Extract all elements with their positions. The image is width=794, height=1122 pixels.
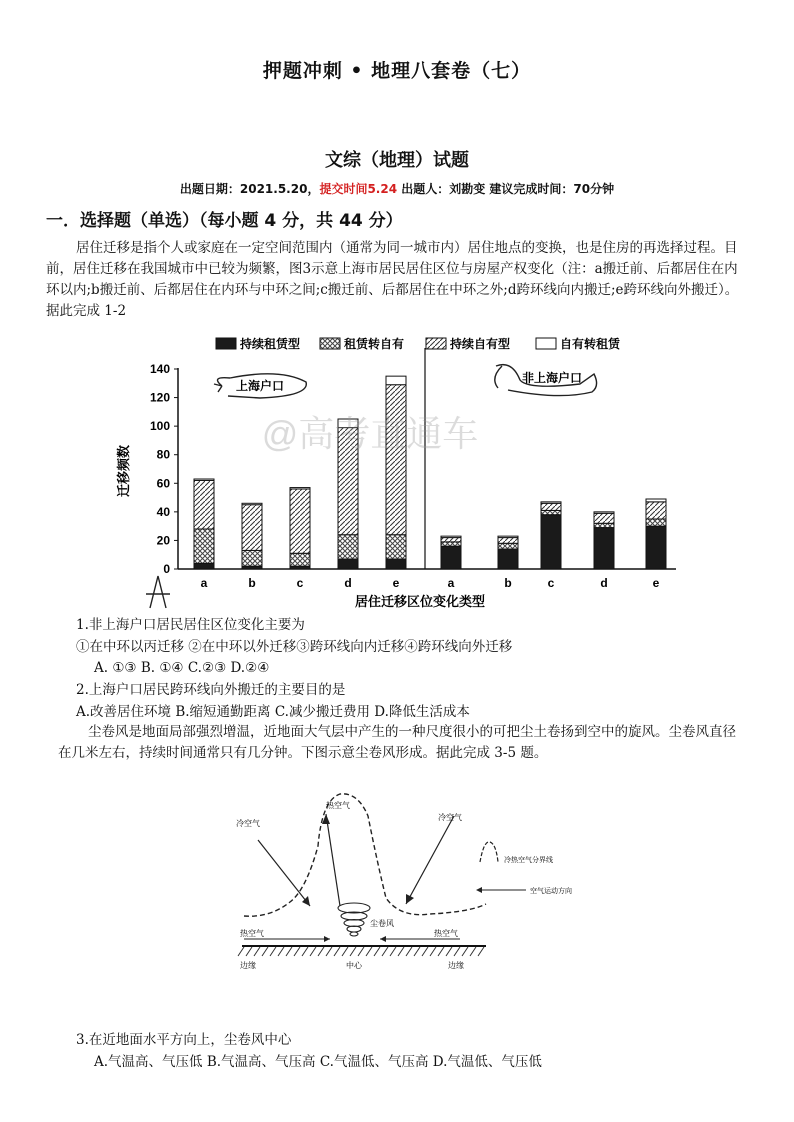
x-tick-label: e (652, 576, 660, 590)
x-tick-label: a (447, 576, 455, 590)
bar-segment (646, 519, 666, 526)
x-tick-label: d (344, 576, 352, 590)
meta-date: 出题日期：2021.5.20， (179, 182, 320, 196)
legend-label: 租赁转自有 (344, 337, 405, 351)
x-tick-label: e (392, 576, 400, 590)
x-tick-label: d (600, 576, 608, 590)
y-tick-label: 140 (149, 362, 170, 376)
bar-segment (290, 489, 310, 553)
y-tick-label: 100 (149, 419, 170, 434)
question-3-stem: 3.在近地面水平方向上，尘卷风中心 (76, 1032, 292, 1048)
label-hot-left: 热空气 (240, 929, 264, 938)
legend-direction-label: 空气运动方向 (530, 888, 572, 895)
passage-dust-devil: 尘卷风是地面局部强烈增温，近地面大气层中产生的一种尺度很小的可把尘土卷扬到空中的旋风。尘卷风直径在几米左右，持续时间通常只有几分钟。下图示意尘卷风形成。据此完成 3-5 题。 (58, 724, 736, 761)
bar-segment (541, 503, 561, 510)
bar-segment (290, 553, 310, 566)
x-ticks (201, 576, 660, 590)
bar-segment (498, 543, 518, 549)
legend-swatch (216, 338, 236, 349)
legend-label: 持续租赁型 (240, 337, 301, 351)
bar-segment (386, 559, 406, 569)
y-tick-label: 80 (156, 447, 170, 462)
bar-segment (498, 549, 518, 569)
question-2-stem: 2.上海户口居民跨环线向外搬迁的主要目的是 (76, 682, 346, 698)
x-tick-label: c (547, 576, 555, 590)
bar-segment (498, 538, 518, 544)
label-edge-right: 边缘 (448, 961, 464, 970)
label-edge-left: 边缘 (240, 961, 256, 970)
bar-segment (594, 523, 614, 527)
x-tick-label: b (248, 576, 256, 590)
bar-segment (594, 513, 614, 523)
bar-segment (194, 529, 214, 563)
arrow-hot-up (326, 814, 340, 906)
x-axis-label: 居住迁移区位变化类型 (354, 594, 486, 609)
label-cold-left: 冷空气 (236, 819, 260, 828)
exam-title: 文综（地理）试题 (325, 150, 469, 171)
y-tick-label: 0 (163, 562, 170, 576)
passage-migration: 居住迁移是指个人或家庭在一定空间范围内（通常为同一城市内）居住地点的变换，也是住房的再选择过程。目前，居住迁移在我国城市中已较为频繁，图3示意上海市居民居住区位与房屋产权变化（注：a搬迁前、后都居住在内环以内;b搬迁前、后都居住在内环与中环之间;c搬迁前、后都居住在中环之外;d跨环线向内搬迁;e跨环线向外搬迁）。据此完成 1-2 (46, 240, 739, 319)
bar-segment (594, 528, 614, 569)
bar-segment (441, 546, 461, 569)
exam-meta (0, 180, 794, 197)
legend-label: 自有转租赁 (560, 337, 621, 351)
bar-segment (338, 559, 358, 569)
meta-submit-time: 提交时间5.24 (319, 182, 398, 196)
arrow-cold-left (258, 840, 310, 906)
y-axis-label: 迁移频数 (116, 444, 131, 498)
legend-swatch (426, 338, 446, 349)
label-hot-right: 热空气 (434, 929, 458, 938)
group-label-shanghai: 上海户口 (236, 379, 285, 393)
legend-swatch (536, 338, 556, 349)
bar-segment (541, 510, 561, 514)
watermark: @高考直通车 (261, 413, 479, 454)
bar-segment (242, 550, 262, 566)
bar-segment (541, 515, 561, 569)
legend-boundary-label: 冷热空气分界线 (504, 857, 553, 864)
x-tick-label: c (296, 576, 304, 590)
y-tick-label: 120 (149, 390, 170, 405)
question-1-stem: 1.非上海户口居民居住区位变化主要为 (76, 617, 305, 633)
bar-segment (441, 536, 461, 537)
migration-chart (110, 326, 690, 610)
legend-label: 持续自有型 (450, 337, 511, 351)
y-tick-label: 40 (156, 504, 170, 519)
label-cold-right: 冷空气 (438, 813, 462, 822)
meta-author: 出题人：刘勘变 建议完成时间：70分钟 (397, 182, 615, 196)
question-1-items: ①在中环以丙迁移 ②在中环以外迁移③跨环线向内迁移④跨环线向外迁移 (76, 639, 513, 655)
bar-segment (441, 542, 461, 546)
bar-segment (646, 502, 666, 519)
section-heading: 一．选择题（单选）（每小题 4 分，共 44 分） (46, 211, 403, 231)
ground-hatch (238, 947, 484, 956)
bar-segment (242, 503, 262, 504)
group-label-nonshanghai: 非上海户口 (522, 371, 583, 385)
legend-boundary-icon (480, 842, 498, 862)
y-ticks (150, 362, 178, 576)
legend-swatch (320, 338, 340, 349)
bar-segment (441, 538, 461, 542)
handwritten-mark (146, 576, 170, 608)
label-center: 中心 (346, 961, 362, 970)
page-header: 押题冲刺 • 地理八套卷（七） (262, 60, 532, 82)
bar-segment (386, 385, 406, 535)
bar-segment (194, 480, 214, 529)
y-tick-label: 20 (156, 533, 170, 548)
y-tick-label: 60 (156, 476, 170, 491)
bar-segment (646, 526, 666, 569)
question-2-options: A.改善居住环境 B.缩短通勤距离 C.减少搬迁费用 D.降低生活成本 (76, 704, 470, 720)
bar-segment (646, 499, 666, 502)
bar-segment (498, 536, 518, 537)
label-hot-air-top: 热空气 (326, 801, 350, 810)
bar-segment (290, 488, 310, 489)
label-dust-devil: 尘卷风 (370, 919, 394, 928)
dust-devil-diagram (230, 786, 572, 986)
arrow-cold-right (406, 816, 454, 904)
arrow-hot-up-head (322, 814, 330, 824)
bar-segment (194, 479, 214, 480)
bar-segment (194, 563, 214, 569)
bars (194, 376, 666, 569)
bar-segment (338, 535, 358, 559)
bar-segment (386, 376, 406, 385)
chart-legend (216, 336, 621, 351)
bar-segment (541, 502, 561, 503)
bar-segment (242, 505, 262, 551)
x-tick-label: a (200, 576, 208, 590)
question-1-options: A. ①③ B. ①④ C.②③ D.②④ (94, 660, 270, 676)
dust-devil-icon (338, 903, 370, 936)
question-3-options: A.气温高、气压低 B.气温高、气压高 C.气温低、气压高 D.气温低、气压低 (94, 1054, 542, 1070)
bar-segment (594, 512, 614, 513)
bar-segment (386, 535, 406, 559)
x-tick-label: b (504, 576, 512, 590)
